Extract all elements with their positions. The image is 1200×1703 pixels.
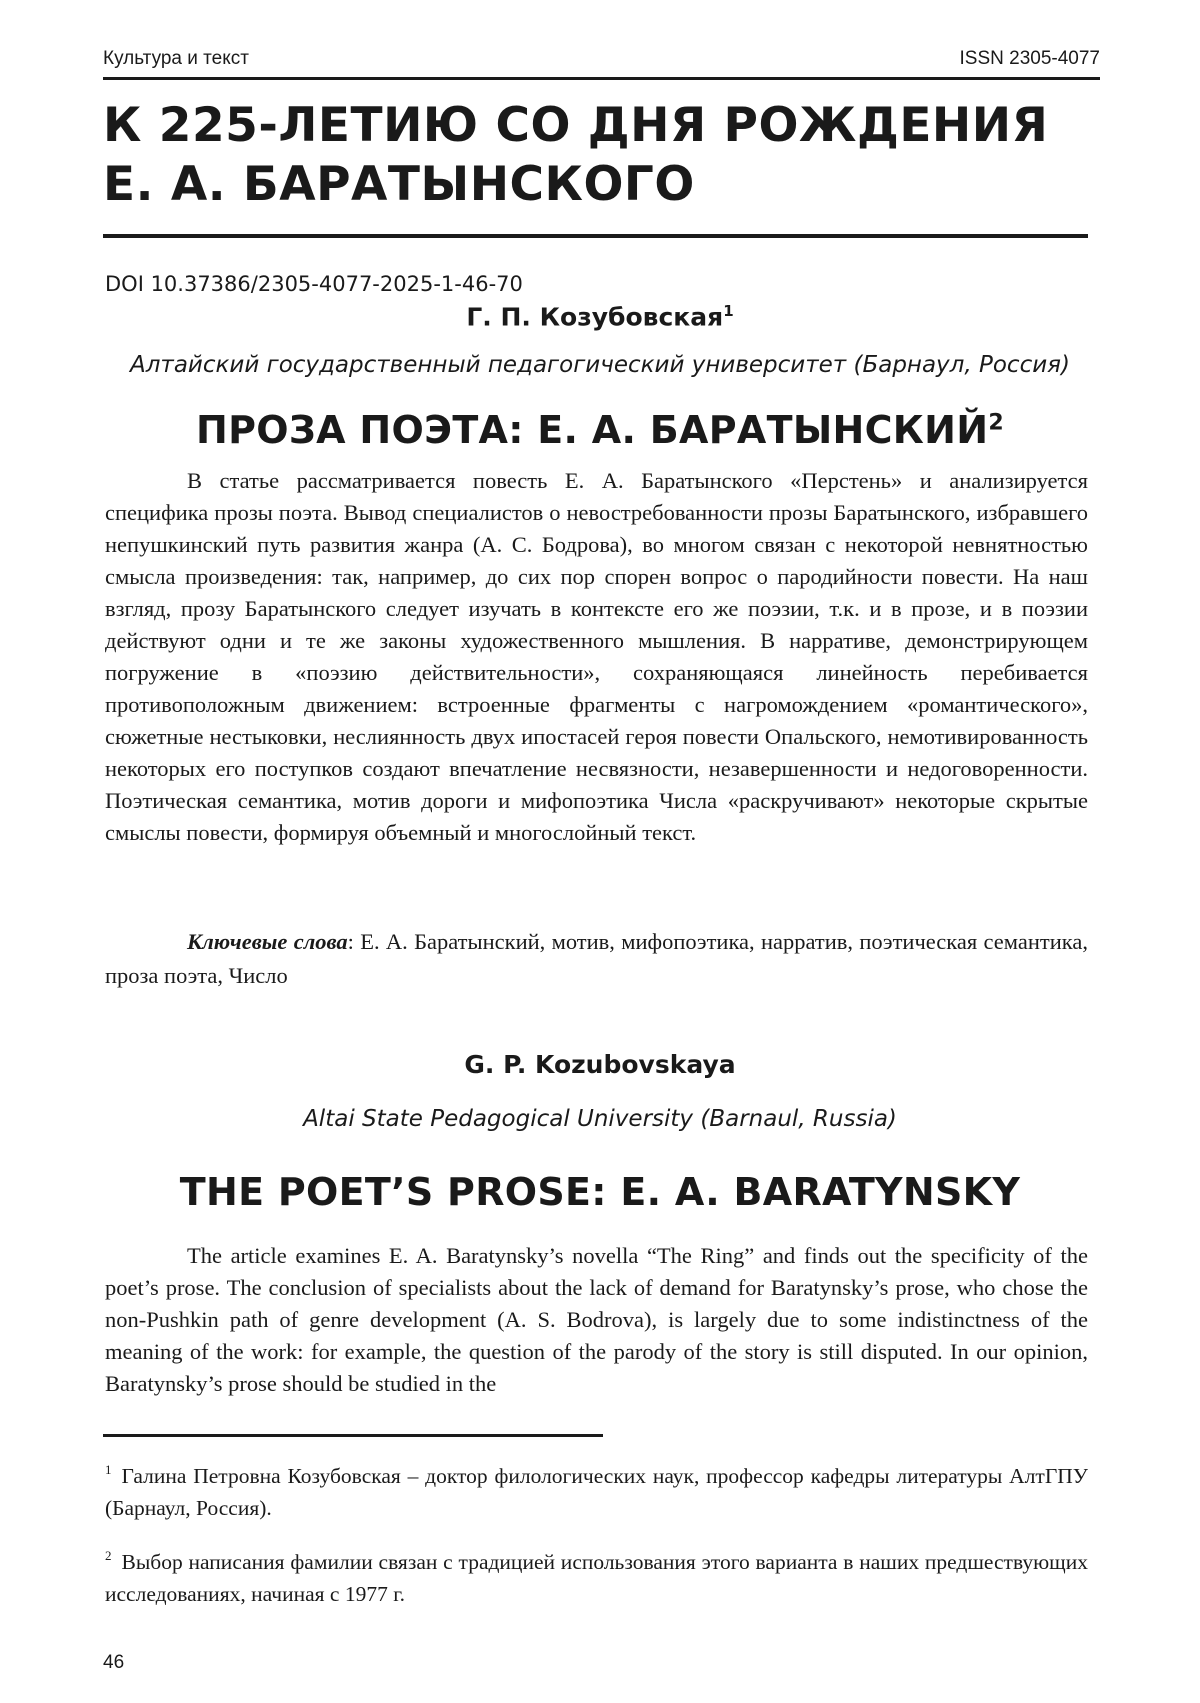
section-title-line-1: К 225-ЛЕТИЮ СО ДНЯ РОЖДЕНИЯ [103,98,1049,153]
issn: ISSN 2305-4077 [959,48,1100,69]
keywords-ru-paragraph [105,925,1088,993]
keywords-ru [105,925,1088,993]
title-footnote-mark: 2 [988,410,1004,436]
footnote-1 [105,1454,1088,1524]
abstract-en [105,1240,1088,1400]
section-title-rule [103,234,1088,238]
footnote-1-mark: 1 [105,1462,112,1477]
article-title-ru-text: ПРОЗА ПОЭТА: Е. А. БАРАТЫНСКИЙ [196,408,989,452]
author-footnote-mark: 1 [723,302,734,320]
footnote-rule [103,1434,603,1437]
author-ru-name: Г. П. Козубовская [466,302,724,332]
doi: DOI 10.37386/2305-4077-2025-1-46-70 [105,272,523,296]
footnote-2 [105,1540,1088,1610]
abstract-ru [105,465,1088,849]
keywords-label: Ключевые слова [187,929,348,954]
keywords-list: : Е. А. Баратынский, мотив, мифопоэтика, нарратив, поэтическая семантика, проза поэта, Число [105,929,1088,988]
header-rule [103,77,1100,80]
affiliation-en: Altai State Pedagogical University (Barnaul, Russia) [303,1106,897,1132]
article-title-en: THE POET’S PROSE: E. A. BARATYNSKY [179,1170,1021,1214]
footnote-2-mark: 2 [105,1548,112,1563]
section-title [103,96,1093,214]
running-head [103,44,1100,76]
abstract-ru-text: В статье рассматривается повесть Е. А. Баратынского «Перстень» и анализируется специфика прозы поэта. Вывод специалистов о невостребованности прозы Баратынского, избравшего непушкинский путь развития жанра (А. С. Бодрова), во многом связан с некоторой невнятностью смысла произведения: так, например, до сих пор спорен вопрос о пародийности повести. На наш взгляд, прозу Баратынского следует изучать в контексте его же поэзии, т.к. и в прозе, и в поэзии действуют одни и те же законы художественного мышления. В нарративе, демонстрирующем погружение в «поэзию действительности», сохраняющаяся линейность перебивается противоположным движением: встроенные фрагменты с нагромождением «романтического», сюжетные нестыковки, неслиянность двух ипостасей героя повести Опальского, немотивированность некоторых его поступков создают впечатление несвязности, незавершенности и недоговоренности. Поэтическая семантика, мотив дороги и мифопоэтика Числа «раскручивают» некоторые скрытые смыслы повести, формируя объемный и многослойный текст. [105,468,1088,845]
abstract-en-text: The article examines E. A. Baratynsky’s novella “The Ring” and finds out the specificity of the poet’s prose. The conclusion of specialists about the lack of demand for Baratynsky’s prose, who chose the non-Pushkin path of genre development (A. S. Bodrova), is largely due to some indistinctness of the meaning of the work: for example, the question of the parody of the story is still disputed. In our opinion, Baratynsky’s prose should be studied in the [105,1243,1088,1396]
author-ru [0,302,1200,331]
author-en: G. P. Kozubovskaya [464,1050,736,1079]
footnote-1-text: Галина Петровна Козубовская – доктор филологических наук, профессор кафедры литературы АлтГПУ (Барнаул, Россия). [105,1464,1088,1520]
affiliation-ru: Алтайский государственный педагогический университет (Барнаул, Россия) [130,352,1070,378]
journal-name: Культура и текст [103,48,249,69]
article-title-ru [0,408,1200,452]
section-title-line-2: Е. А. БАРАТЫНСКОГО [103,157,695,212]
footnote-2-text: Выбор написания фамилии связан с традицией использования этого варианта в наших предшествующих исследованиях, начиная с 1977 г. [105,1550,1088,1606]
page-number: 46 [103,1652,125,1673]
